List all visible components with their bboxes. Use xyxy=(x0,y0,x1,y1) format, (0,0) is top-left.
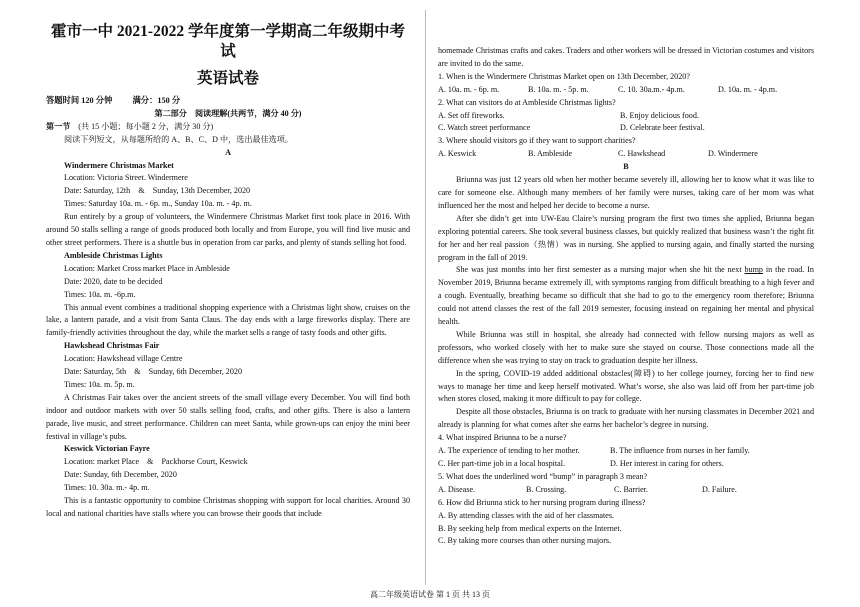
event-date: Date: Saturday, 12th & Sunday, 13th December, 2020 xyxy=(64,186,251,196)
section-desc: (共 15 小题；每小题 2 分，满分 30 分) xyxy=(78,121,214,131)
option[interactable]: B. Ambleside xyxy=(528,149,573,159)
left-column xyxy=(46,22,410,521)
section-label: 第一节 xyxy=(46,121,71,131)
part-two-heading: 第二部分 阅读理解(共两节，满分 40 分) xyxy=(154,108,302,118)
event-name: Ambleside Christmas Lights xyxy=(64,250,163,260)
question-6: 6. How did Briunna stick to her nursing program during illness? xyxy=(438,497,646,507)
question-4: 4. What inspired Briunna to be a nurse? xyxy=(438,433,567,443)
passage-b-paragraph: In the spring, COVID-19 added additional obstacles(障碍) to her college journey, forcing her to find new ways to manage her time and keep herself motivated. What’s worse, she also was laid off from her part-time job when stores closed, making it more difficult to pay for college. xyxy=(438,368,814,404)
option[interactable]: B. The influence from nurses in her family. xyxy=(610,446,750,456)
text-segment: in the road. In November 2019, Briunna became extremely ill, with symptoms ranging from difficult breathing to a high fever and a cough. Eventually, breathing became so difficult that she had to go to the emergency room therefore; Briunna could not attend classes the rest of the fall 2019 semester, focusing instead on regaining her mental and physical health. xyxy=(438,265,814,327)
event-location: Location: Victoria Street. Windermere xyxy=(64,173,188,183)
question-4-options xyxy=(438,445,814,458)
event-times: Times: 10a. m. 5p. m. xyxy=(64,379,135,389)
page-footer: 高二年级英语试卷 第 1 页 共 13 页 xyxy=(370,590,490,599)
question-2-options xyxy=(438,110,814,123)
event-description-tail: homemade Christmas crafts and cakes. Traders and other workers will be dressed in Victorian costumes and visitors are invited to do the same. xyxy=(438,46,814,68)
section-instruction: 阅读下列短文，从每题所给的 A、B、C、D 中，选出最佳选项。 xyxy=(64,134,293,144)
right-column xyxy=(438,45,814,548)
event-location: Location: Market Cross market Place in Ambleside xyxy=(64,263,230,273)
event-times: Times: 10a. m. -6p.m. xyxy=(64,289,136,299)
question-1-options xyxy=(438,84,814,97)
event-description: This annual event combines a traditional shopping experience with a Christmas light show, cruises on the lake, a lantern parade, and a visit from Santa Claus. The day ends with a large fireworks display. There are family-friendly activities throughout the day, while the market sells a range of tasty foods and other gifts. xyxy=(46,302,410,338)
option[interactable]: A. Set off fireworks. xyxy=(438,110,505,120)
passage-b-letter: B xyxy=(623,162,629,172)
option[interactable]: D. Celebrate beer festival. xyxy=(620,123,705,133)
event-location: Location: market Place & Packhorse Court, Keswick xyxy=(64,457,248,467)
column-divider xyxy=(425,10,426,585)
question-4-options-row2 xyxy=(438,458,814,471)
option[interactable]: C. Barrier. xyxy=(614,484,648,494)
event-times: Times: 10. 30a. m.- 4p. m. xyxy=(64,483,150,493)
option[interactable]: D. 10a. m. - 4p.m. xyxy=(718,84,778,94)
option[interactable]: A. Keswick xyxy=(438,149,477,159)
option[interactable]: A. Disease. xyxy=(438,484,476,494)
question-5-options xyxy=(438,484,814,497)
option[interactable]: A. The experience of tending to her mother. xyxy=(438,446,580,456)
event-description: A Christmas Fair takes over the ancient streets of the small village every December. You will find both indoor and outdoor markets with over 50 stalls selling food, crafts, and other gifts. There is also a lantern parade, live music, and street performance. Children can meet Santa, while grown-ups can enjoy the mini beer festival in village’s pubs. xyxy=(46,392,410,441)
option[interactable]: D. Windermere xyxy=(708,149,758,159)
passage-a-letter: A xyxy=(225,147,231,157)
event-date: Date: 2020, date to be decided xyxy=(64,276,163,286)
option[interactable]: A. 10a. m. - 6p. m. xyxy=(438,84,500,94)
question-1: 1. When is the Windermere Christmas Market open on 13th December, 2020? xyxy=(438,71,690,81)
option[interactable]: B. Enjoy delicious food. xyxy=(620,110,699,120)
passage-b-paragraph: While Briunna was still in hospital, she already had connected with fellow nursing majors as well as professors, who worked closely with her to make sure she stayed on course. Those connections made all the difference when she was trying to stay on track to graduation despite her illness. xyxy=(438,329,814,365)
question-3-options xyxy=(438,148,814,161)
exam-score: 满分：150 分 xyxy=(132,96,181,105)
option[interactable]: C. Hawkshead xyxy=(618,149,666,159)
passage-b-paragraph: Briunna was just 12 years old when her mother became severely ill, allowing her to know what it was like to care for someone else. Although many members of her family were nurses, taking care of her mom was what influenced her the most and helped her decide to become a nurse. xyxy=(438,175,814,210)
question-2-options-row2 xyxy=(438,122,814,135)
question-5: 5. What does the underlined word “bump” in paragraph 3 mean? xyxy=(438,471,648,481)
option[interactable]: C. Her part-time job in a local hospital. xyxy=(438,459,565,468)
option[interactable]: C. Watch street performance xyxy=(438,123,531,133)
event-location: Location: Hawkshead village Centre xyxy=(64,354,183,364)
option[interactable]: D. Failure. xyxy=(702,484,737,494)
option[interactable]: A. By attending classes with the aid of her classmates. xyxy=(438,510,614,520)
event-description: Run entirely by a group of volunteers, the Windermere Christmas Market first took place in 2016. With around 50 stalls selling a range of goods produced both locally and from Europe, you will find live music and other street performers. There is a shuttle bus in operation from car parks, and plenty of stands selling hot food. xyxy=(46,212,410,247)
event-name: Hawkshead Christmas Fair xyxy=(64,341,160,351)
option[interactable]: C. By taking more courses than other nursing majors. xyxy=(438,536,612,546)
option[interactable]: B. By seeking help from medical experts on the Internet. xyxy=(438,523,622,533)
event-times: Times: Saturday 10a. m. - 6p. m., Sunday 10a. m. - 4p. m. xyxy=(64,199,252,209)
passage-b-paragraph: After she didn’t get into UW-Eau Claire’s nursing program the first two times she applied, Briunna began exploring potential careers. She took several business classes, but quickly realized that business wasn’t the right fit for her and her real passion（热情）was in nursing. She applied to nursing again, and finally started the nursing program in the fall of 2019. xyxy=(438,213,814,262)
event-date: Date: Sunday, 6th December, 2020 xyxy=(64,470,177,480)
passage-b-paragraph: Despite all those obstacles, Briunna is on track to graduate with her nursing classmates in December 2021 and already is planning for what comes after she earns her bachelor’s degree in nursing. xyxy=(438,407,814,430)
question-2: 2. What can visitors do at Ambleside Christmas lights? xyxy=(438,97,616,107)
event-description-start: This is a fantastic opportunity to combine Christmas shopping with support for local charities. Around 30 local and national charities have stalls where you can browse their goods that include xyxy=(46,496,410,518)
passage-b-paragraph xyxy=(438,264,814,329)
event-date: Date: Saturday, 5th & Sunday, 6th December, 2020 xyxy=(64,367,242,377)
exam-time: 答题时间 120 分钟 xyxy=(46,96,113,105)
exam-subtitle: 英语试卷 xyxy=(196,70,259,87)
exam-title: 霍市一中 2021-2022 学年度第一学期高二年级期中考试 xyxy=(51,23,405,60)
option[interactable]: C. 10. 30a.m.- 4p.m. xyxy=(618,84,685,94)
underlined-word-bump: bump xyxy=(744,265,763,275)
option[interactable]: B. Crossing. xyxy=(526,484,567,494)
text-segment: She was just months into her first semester as a nursing major when she hit the next xyxy=(456,265,745,275)
section-one-heading xyxy=(46,121,410,134)
option[interactable]: D. Her interest in caring for others. xyxy=(610,459,724,468)
question-3: 3. Where should visitors go if they want to support charities? xyxy=(438,136,636,146)
exam-meta xyxy=(46,95,410,108)
event-name: Keswick Victorian Fayre xyxy=(64,444,150,454)
option[interactable]: B. 10a. m. - 5p. m. xyxy=(528,84,589,94)
event-name: Windermere Christmas Market xyxy=(64,160,174,170)
